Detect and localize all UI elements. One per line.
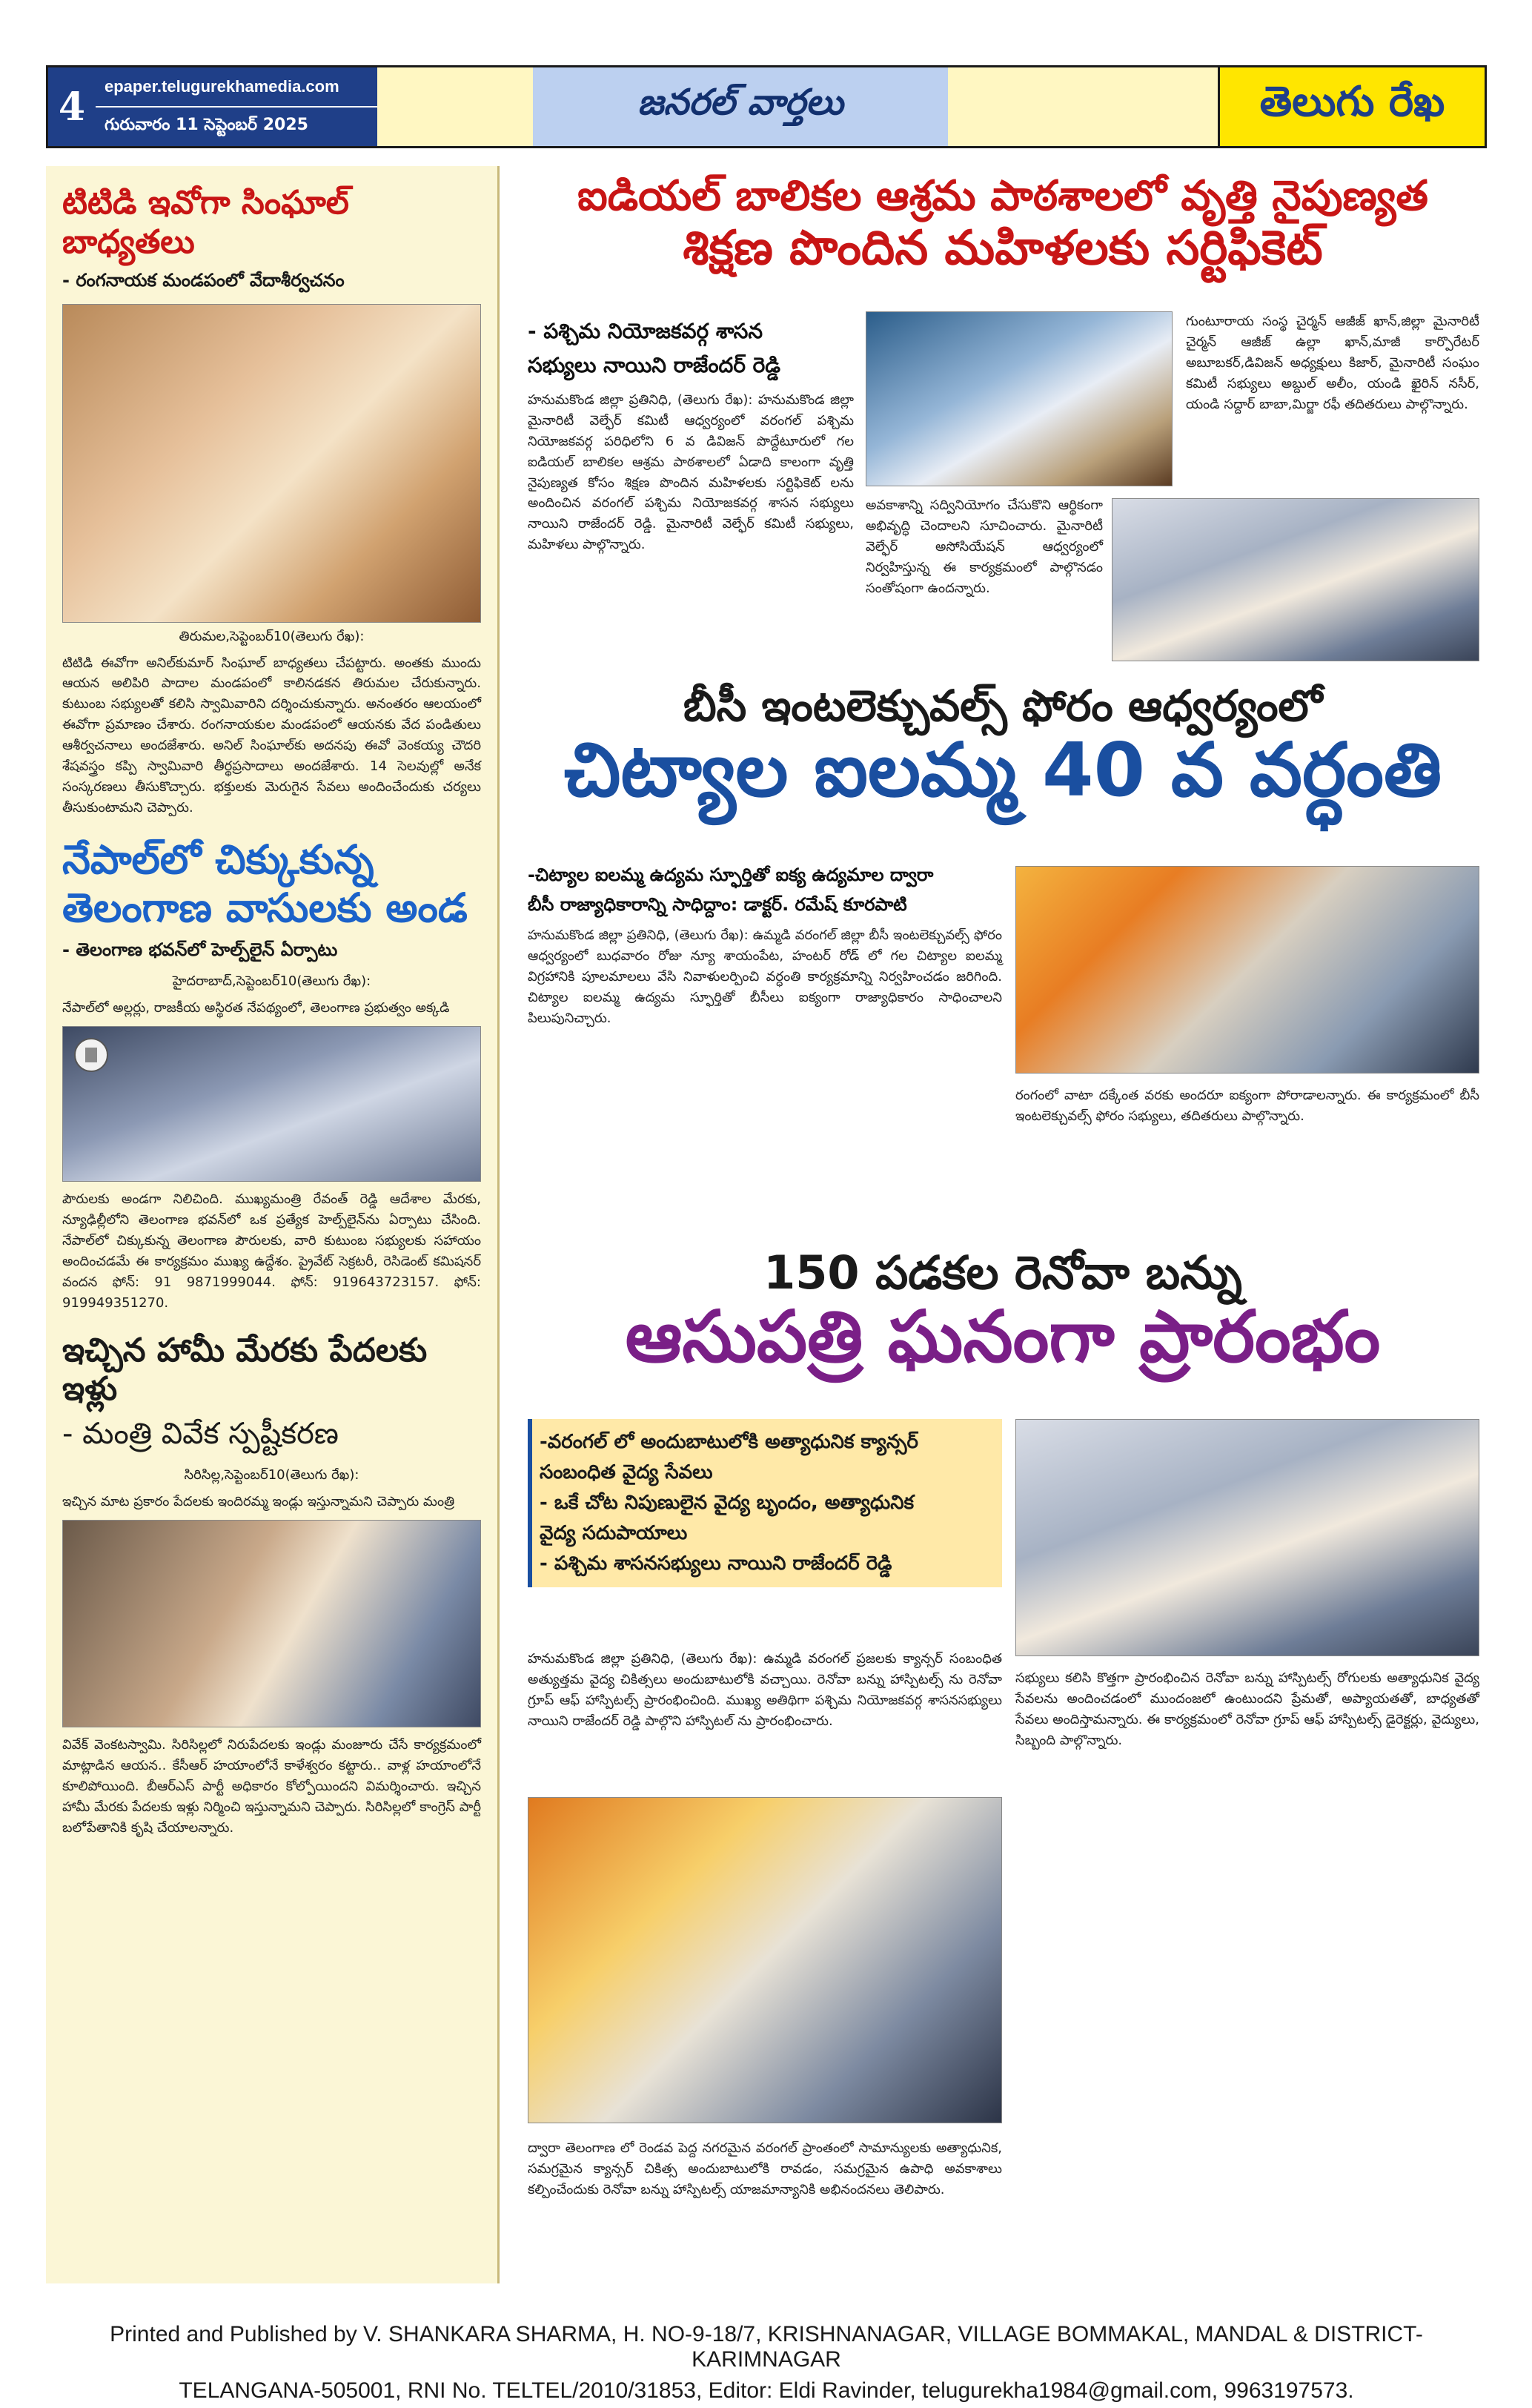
imprint-footer [46,2322,1487,2404]
ideal-headline-1: ఐడియల్ బాలికల ఆశ్రమ పాఠశాలలో వృత్తి నైపుణ్యత [577,172,1428,220]
renova-headline-2: ఆసుపత్రి ఘనంగా ప్రారంభం [625,1295,1381,1379]
ttd-dateline: తిరుమల,సెప్టెంబర్10(తెలుగు రేఖ): [179,628,365,644]
ailamma-photo [1015,866,1479,1074]
housing-dateline: సిరిసిల్ల,సెప్టెంబర్10(తెలుగు రేఖ): [184,1467,359,1484]
ttd-subhead: - రంగనాయక మండపంలో వేదాశీర్వచనం [62,269,345,291]
ailamma-headline-2: చిట్యాల ఐలమ్మ 40 వ వర్ధంతి [563,727,1442,814]
ideal-headline-block [519,172,1487,277]
renova-body-left: హనుమకొండ జిల్లా ప్రతినిధి, (తెలుగు రేఖ): ఉమ్మడి వరంగల్ ప్రజలకు క్యాన్సర్ సంబంధిత అత్యుత్తమ వైద్య చికిత్సలు అందుబాటులోకి వచ్చాయి. రెనోవా బన్ను హాస్పిటల్స్ ను రెనోవా గ్రూప్ ఆఫ్ హాస్పిటల్స్ ప్రారంభించింది. ముఖ్య అతిథిగా పశ్చిమ నియోజకవర్గ శాసనసభ్యులు నాయిని రాజేందర్ రెడ్డి పాల్గొని హాస్పిటల్ ను ప్రారంభించారు. [528,1651,1002,1729]
housing-subhead: - మంత్రి వివేక స్పష్టీకరణ [62,1417,339,1452]
ailamma-headline-1: బీసీ ఇంటలెక్చువల్స్ ఫోరం ఆధ్వర్యంలో [683,681,1323,731]
ideal-photo-machines [1112,498,1479,661]
ailamma-headline-block [519,681,1487,814]
ideal-byline-1: - పశ్చిమ నియోజకవర్గ శాసన [528,319,763,343]
renova-bullet-2a: - ఒకే చోట నిపుణులైన వైద్య బృందం, అత్యాధునిక [540,1492,915,1515]
ailamma-text-block [528,860,1002,1028]
left-column [46,166,500,2283]
ailamma-sub-1: -చిట్యాల ఐలమ్మ ఉద్యమ స్ఫూర్తితో ఐక్య ఉద్యమాల ద్వారా [528,864,934,885]
imprint-line-1: Printed and Published by V. SHANKARA SHARMA, H. NO-9-18/7, KRISHNANAGAR, VILLAGE BOMMAKAL, MANDAL & DISTRICT-KARIMNAGAR [110,2322,1423,2372]
ideal-headline-2: శిక్షణ పొందిన మహిళలకు సర్టిఫికెట్ [683,221,1323,277]
ailamma-sub-2: బీసీ రాజ్యాధికారాన్ని సాధిద్దాం: డాక్టర్. రమేష్ కూరపాటి [528,894,907,915]
renova-bullet-3: - పశ్చిమ శాసనసభ్యులు నాయిని రాజేందర్ రెడ్డి [540,1552,892,1575]
site-url[interactable]: epaper.telugurekhamedia.com [96,67,377,108]
housing-headline: ఇచ్చిన హామీ మేరకు పేదలకు ఇళ్లు [62,1331,428,1409]
nepal-headline-1: నేపాల్‌లో చిక్కుకున్న [62,836,374,883]
nepal-intro: నేపాల్‌లో అల్లర్లు, రాజకీయ అస్థిరత నేపథ్యంలో, తెలంగాణ ప్రభుత్వం అక్కడి [62,1000,450,1016]
renova-headline-block [519,1246,1487,1379]
renova-bullet-1b: సంబంధిత వైద్య సేవలు [540,1461,713,1484]
renova-bullet-1a: -వరంగల్ లో అందుబాటులోకి అత్యాధునిక క్యాన్సర్ [540,1431,918,1453]
ideal-body: హనుమకొండ జిల్లా ప్రతినిధి, (తెలుగు రేఖ): హనుమకొండ జిల్లా మైనారిటీ వెల్ఫేర్ కమిటీ ఆధ్వర్యంలో వరంగల్ పశ్చిమ నియోజకవర్గ పరిధిలోని 6 వ డివిజన్ పొద్దేటూరులో గల ఐడియల్ బాలికల ఆశ్రమ పాఠశాలలో ఏడాది కాలంగా వృత్తి నైపుణ్యత కోసం శిక్షణ పొందిన మహిళలకు సర్టిఫికెట్ లను అందించిన వరంగల్ పశ్చిమ నియోజకవర్గ శాసన సభ్యులు నాయిని రాజేందర్ రెడ్డి. మైనారిటీ వెల్ఫేర్ కమిటీ సభ్యులు, మహిళలు పాల్గొన్నారు. [528,392,854,553]
ideal-photo-group [866,311,1173,486]
ideal-body-right: గుంటూరాయ సంస్థ చైర్మన్ ఆజీజ్ ఖాన్,జిల్లా మైనారిటీ చైర్మన్ ఆజీజ్ ఉల్లా ఖాన్,మాజీ కార్పొరేటర్ అబూబకర్,డివిజన్ అధ్యక్షులు కిజార్, మైనారిటీ సంఘం కమిటీ సభ్యులు అబ్దుల్ అలీం, యండి ఖైరిన్ నసీర్, యండి సద్దార్ బాబా,మిర్జా రఫీ తదితరులు పాల్గొన్నారు. [1186,314,1479,412]
renova-body-bottom: ద్వారా తెలంగాణ లో రెండవ పెద్ద నగరమైన వరంగల్ ప్రాంతంలో సామాన్యులకు అత్యాధునిక, సమగ్రమైన క్యాన్సర్ చికిత్స అందుబాటులోకి రావడం, సమగ్రమైన ఉపాధి అవకాశాలు కల్పించేందుకు రెనోవా బన్ను హాస్పిటల్స్ యాజమాన్యానికి అభినందనలు తెలిపారు. [528,2140,1002,2197]
ailamma-body-right: రంగంలో వాటా దక్కేంత వరకు అందరూ ఐక్యంగా పోరాడాలన్నారు. ఈ కార్యక్రమంలో బీసీ ఇంటలెక్చువల్స్ ఫోరం సభ్యులు, తదితరులు పాల్గొన్నారు. [1015,1088,1479,1124]
nepal-subhead: - తెలంగాణ భవన్‌లో హెల్ప్‌లైన్ ఏర్పాటు [62,939,338,961]
renova-headline-1: 150 పడకల రెనోవా బన్ను [763,1246,1242,1300]
nepal-headline-2: తెలంగాణ వాసులకు అండ [62,884,468,931]
page-number: 4 [48,67,96,146]
ailamma-body: హనుమకొండ జిల్లా ప్రతినిధి, (తెలుగు రేఖ): ఉమ్మడి వరంగల్ జిల్లా బీసీ ఇంటలెక్చువల్స్ ఫోరం ఆధ్వర్యంలో బుధవారం రోజు న్యూ శాయంపేట, హంటర్ రోడ్ లో గల చిట్యాల ఐలమ్మ విగ్రహానికి పూలమాలలు వేసి నివాళులర్పించి వర్ధంతి కార్యక్రమాన్ని నిర్వహించడం జరిగింది. చిట్యాల ఐలమ్మ ఉద్యమ స్ఫూర్తితో బీసీలు ఐక్యంగా రాజ్యాధికారం సాధించాలని పిలుపునిచ్చారు. [528,927,1002,1026]
nepal-dateline: హైదరాబాద్,సెప్టెంబర్10(తెలుగు రేఖ): [172,973,371,990]
renova-bullets [528,1419,1002,1587]
masthead-meta [96,67,377,146]
right-column [519,166,1487,2283]
renova-photo-inauguration [1015,1419,1479,1656]
ideal-byline-2: సభ్యులు నాయిని రాజేందర్ రెడ్డి [528,353,780,377]
housing-intro: ఇచ్చిన మాట ప్రకారం పేదలకు ఇందిరమ్మ ఇండ్లు ఇస్తున్నామని చెప్పారు మంత్రి [62,1494,455,1510]
ttd-headline: టిటిడి ఇవోగా సింఘాల్ బాధ్యతలు [62,184,349,261]
nepal-body: పౌరులకు అండగా నిలిచింది. ముఖ్యమంత్రి రేవంత్ రెడ్డి ఆదేశాల మేరకు, న్యూఢిల్లీలోని తెలంగాణ భవన్‌లో ఒక ప్రత్యేక హెల్ప్‌లైన్‌ను ఏర్పాటు చేసింది. నేపాల్‌లో చిక్కుకున్న తెలంగాణ పౌరులకు, వారి కుటుంబ సభ్యులకు సహాయం అందించడమే ఈ కార్యక్రమం ముఖ్య ఉద్దేశం. ప్రైవేట్ సెక్రటరీ, రెసిడెంట్ కమిషనర్ వందన ఫోన్: 91 9871999044. ఫోన్: 919643723157. ఫోన్: 919949351270. [62,1191,481,1311]
renova-photo-lamp [528,1797,1002,2123]
ttd-photo [62,304,481,623]
renova-bullet-2b: వైద్య సదుపాయాలు [540,1522,688,1545]
masthead [46,65,1487,148]
imprint-line-2: TELANGANA-505001, RNI No. TELTEL/2010/31853, Editor: Eldi Ravinder, telugurekha1984@gmail.com, 9963197573. [179,2378,1354,2403]
nepal-photo [62,1026,481,1182]
ttd-body: టిటిడి ఈవోగా అనిల్‌కుమార్ సింఘాల్ బాధ్యతలు చేపట్టారు. అంతకు ముందు ఆయన అలిపిరి పాదాల మండపంలో కాలినడకన తిరుమల చేరుకున్నారు. కుటుంబ సభ్యులతో కలిసి స్వామివారిని దర్శించుకున్నారు. అనంతరం ఆలయంలో ఈవోగా ప్రమాణం చేశారు. రంగనాయకుల మండపంలో ఆయనకు వేద పండితులు ఆశీర్వచనాలు అందజేశారు. అనిల్ సింఘాల్‌కు అదనపు ఈవో వెంకయ్య చౌదరి శేషవస్త్రం కప్పి స్వామివారి తీర్థప్రసాదాలు అందజేశారు. 14 సెలవుల్లో అనేక సంస్కరణలు తీసుకొచ్చారు. భక్తులకు మెరుగైన సేవలు అందించేందుకు చర్యలు తీసుకుంటామని చెప్పారు. [62,655,481,816]
housing-body: వివేక్ వెంకటస్వామి. సిరిసిల్లలో నిరుపేదలకు ఇండ్లు మంజూరు చేసే కార్యక్రమంలో మాట్లాడిన ఆయన.. కేసీఆర్ హయాంలోనే కాళేశ్వరం కట్టారు.. వాళ్ల హయాంలోనే కూలిపోయింది. బీఆర్ఎస్ పార్టీ అధికారం కోల్పోయిందని విమర్శించారు. ఇచ్చిన హామీ మేరకు పేదలకు ఇళ్లు నిర్మించి ఇస్తున్నామని చెప్పారు. సిరిసిల్లలో కాంగ్రెస్ పార్టీ బలోపేతానికి కృషి చేయాలన్నారు. [62,1737,481,1836]
housing-photo [62,1520,481,1727]
ideal-byline-block [528,314,854,555]
telangana-emblem-icon [73,1037,109,1073]
renova-body-right: సభ్యులు కలిసి కొత్తగా ప్రారంభించిన రెనోవా బన్ను హాస్పిటల్స్ రోగులకు అత్యాధునిక వైద్య సేవలను అందించడంలో ముందంజలో ఉంటుందని ప్రేమతో, అప్యాయతతో, బాధ్యతతో సేవలు అందిస్తామన్నారు. ఈ కార్యక్రమంలో రెనోవా గ్రూప్ ఆఫ్ హాస్పిటల్స్ డైరెక్టర్లు, వైద్యులు, సిబ్బంది పాల్గొన్నారు. [1015,1670,1479,1748]
ideal-body-bottom: అవకాశాన్ని సద్వినియోగం చేసుకొని ఆర్థికంగా అభివృద్ధి చెందాలని సూచించారు. మైనారిటీ వెల్ఫేర్ అసోసియేషన్ ఆధ్వర్యంలో నిర్వహిస్తున్న ఈ కార్యక్రమంలో పాల్గొనడం సంతోషంగా ఉందన్నారు. [866,497,1103,596]
issue-date: గురువారం 11 సెప్టెంబర్ 2025 [96,108,377,146]
section-title: జనరల్ వార్తలు [533,67,948,146]
paper-logo: తెలుగు రేఖ [1218,67,1485,146]
